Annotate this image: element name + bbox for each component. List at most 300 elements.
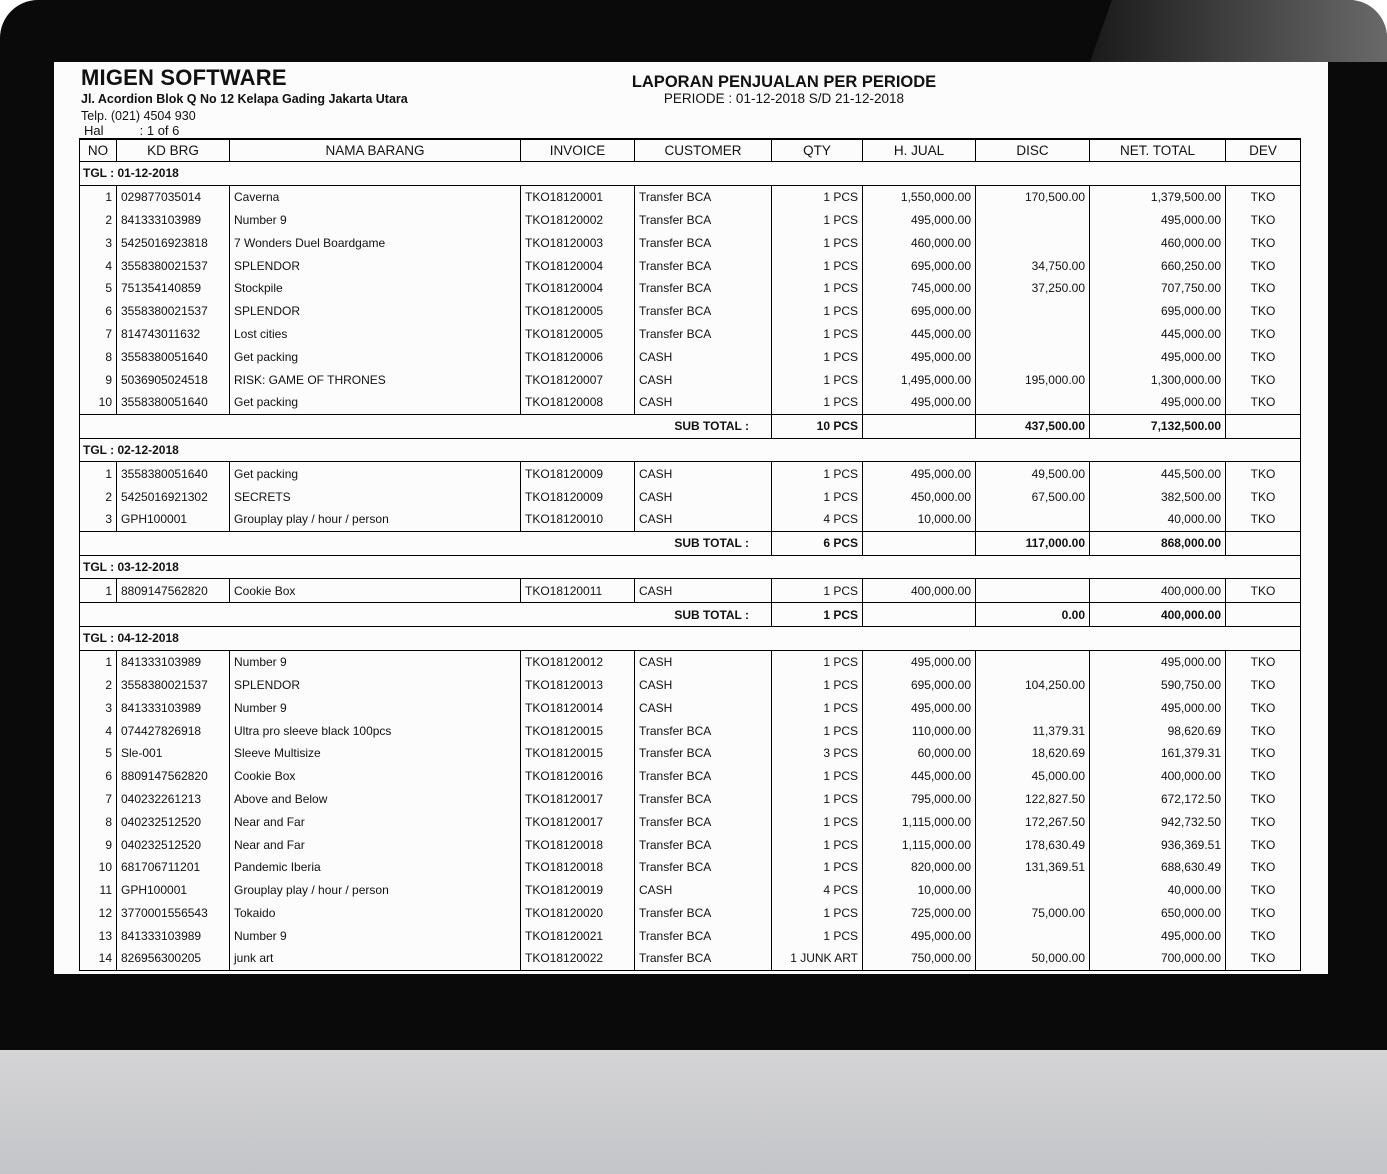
cell-invoice: TKO18120007 [521, 368, 635, 391]
cell-h-jual: 750,000.00 [863, 947, 976, 970]
cell-dev: TKO [1226, 323, 1301, 346]
cell-h-jual: 495,000.00 [863, 696, 976, 719]
cell-net-total: 382,500.00 [1090, 485, 1226, 508]
cell-disc [976, 508, 1090, 531]
table-row [80, 231, 1301, 254]
cell-h-jual: 495,000.00 [863, 924, 976, 947]
cell-dev: TKO [1226, 185, 1301, 208]
subtotal-net: 7,132,500.00 [1090, 414, 1226, 438]
cell-invoice: TKO18120009 [521, 462, 635, 485]
cell-disc: 67,500.00 [976, 485, 1090, 508]
cell-qty: 1 PCS [772, 788, 863, 811]
subtotal-qty: 6 PCS [772, 531, 863, 555]
cell-kd-brg: 841333103989 [117, 650, 230, 673]
cell-net-total: 98,620.69 [1090, 719, 1226, 742]
cell-kd-brg: 841333103989 [117, 696, 230, 719]
cell-no: 3 [80, 231, 117, 254]
cell-h-jual: 400,000.00 [863, 579, 976, 603]
table-row [80, 368, 1301, 391]
cell-h-jual: 1,115,000.00 [863, 833, 976, 856]
cell-dev: TKO [1226, 231, 1301, 254]
cell-no: 11 [80, 879, 117, 902]
cell-qty: 1 PCS [772, 719, 863, 742]
table-row [80, 209, 1301, 232]
cell-qty: 1 PCS [772, 833, 863, 856]
cell-invoice: TKO18120020 [521, 902, 635, 925]
cell-customer: CASH [635, 696, 772, 719]
cell-customer: CASH [635, 650, 772, 673]
cell-no: 10 [80, 391, 117, 414]
col-header-disc: DISC [976, 139, 1090, 162]
cell-customer: Transfer BCA [635, 947, 772, 970]
table-row [80, 742, 1301, 765]
table-row [80, 902, 1301, 925]
cell-invoice: TKO18120002 [521, 209, 635, 232]
cell-customer: Transfer BCA [635, 209, 772, 232]
cell-disc [976, 650, 1090, 673]
cell-dev: TKO [1226, 765, 1301, 788]
cell-net-total: 161,379.31 [1090, 742, 1226, 765]
subtotal-qty: 10 PCS [772, 414, 863, 438]
cell-h-jual: 10,000.00 [863, 879, 976, 902]
cell-net-total: 460,000.00 [1090, 231, 1226, 254]
cell-h-jual: 695,000.00 [863, 300, 976, 323]
table-row [80, 254, 1301, 277]
cell-qty: 1 PCS [772, 485, 863, 508]
cell-no: 6 [80, 765, 117, 788]
cell-qty: 1 PCS [772, 810, 863, 833]
cell-dev: TKO [1226, 485, 1301, 508]
company-address: Jl. Acordion Blok Q No 12 Kelapa Gading Jakarta Utara [81, 92, 408, 106]
cell-net-total: 40,000.00 [1090, 508, 1226, 531]
cell-no: 10 [80, 856, 117, 879]
table-row [80, 508, 1301, 531]
cell-customer: Transfer BCA [635, 742, 772, 765]
cell-qty: 1 PCS [772, 765, 863, 788]
cell-h-jual: 445,000.00 [863, 323, 976, 346]
cell-dev: TKO [1226, 650, 1301, 673]
table-row [80, 924, 1301, 947]
cell-kd-brg: 5425016923818 [117, 231, 230, 254]
cell-qty: 1 PCS [772, 391, 863, 414]
cell-qty: 1 PCS [772, 462, 863, 485]
cell-qty: 1 PCS [772, 345, 863, 368]
cell-qty: 1 PCS [772, 323, 863, 346]
cell-customer: CASH [635, 368, 772, 391]
cell-h-jual: 445,000.00 [863, 765, 976, 788]
cell-invoice: TKO18120017 [521, 810, 635, 833]
col-header-nama-barang: NAMA BARANG [230, 139, 521, 162]
cell-dev: TKO [1226, 345, 1301, 368]
table-row [80, 579, 1301, 603]
cell-no: 3 [80, 696, 117, 719]
cell-invoice: TKO18120015 [521, 742, 635, 765]
cell-dev: TKO [1226, 391, 1301, 414]
table-row [80, 485, 1301, 508]
cell-dev: TKO [1226, 947, 1301, 970]
cell-kd-brg: 3558380021537 [117, 300, 230, 323]
cell-customer: CASH [635, 674, 772, 697]
date-group-row [80, 555, 1301, 579]
cell-qty: 1 PCS [772, 856, 863, 879]
table-row [80, 696, 1301, 719]
cell-dev: TKO [1226, 300, 1301, 323]
cell-nama-barang: Tokaido [230, 902, 521, 925]
cell-disc: 18,620.69 [976, 742, 1090, 765]
cell-customer: CASH [635, 508, 772, 531]
cell-kd-brg: 814743011632 [117, 323, 230, 346]
cell-customer: CASH [635, 879, 772, 902]
cell-nama-barang: Lost cities [230, 323, 521, 346]
cell-h-jual: 495,000.00 [863, 462, 976, 485]
cell-h-jual: 745,000.00 [863, 277, 976, 300]
subtotal-row [80, 414, 1301, 438]
cell-no: 14 [80, 947, 117, 970]
hal-value: : 1 of 6 [139, 123, 180, 138]
cell-invoice: TKO18120009 [521, 485, 635, 508]
cell-invoice: TKO18120006 [521, 345, 635, 368]
cell-h-jual: 795,000.00 [863, 788, 976, 811]
cell-h-jual: 495,000.00 [863, 650, 976, 673]
cell-invoice: TKO18120018 [521, 856, 635, 879]
cell-nama-barang: Caverna [230, 185, 521, 208]
cell-invoice: TKO18120022 [521, 947, 635, 970]
cell-nama-barang: Stockpile [230, 277, 521, 300]
cell-invoice: TKO18120001 [521, 185, 635, 208]
cell-disc: 75,000.00 [976, 902, 1090, 925]
cell-customer: CASH [635, 485, 772, 508]
cell-net-total: 1,300,000.00 [1090, 368, 1226, 391]
date-group-row [80, 438, 1301, 462]
cell-customer: Transfer BCA [635, 300, 772, 323]
cell-kd-brg: 3558380051640 [117, 391, 230, 414]
cell-customer: Transfer BCA [635, 277, 772, 300]
company-telp: Telp. (021) 4504 930 [81, 109, 196, 123]
cell-h-jual: 450,000.00 [863, 485, 976, 508]
subtotal-disc: 117,000.00 [976, 531, 1090, 555]
cell-qty: 1 PCS [772, 277, 863, 300]
table-body [80, 162, 1301, 971]
cell-disc: 104,250.00 [976, 674, 1090, 697]
cell-disc: 49,500.00 [976, 462, 1090, 485]
cell-disc [976, 323, 1090, 346]
col-header-invoice: INVOICE [521, 139, 635, 162]
subtotal-net: 400,000.00 [1090, 603, 1226, 627]
cell-kd-brg: 3558380021537 [117, 254, 230, 277]
cell-customer: Transfer BCA [635, 719, 772, 742]
report-page [54, 62, 1328, 974]
table-row [80, 719, 1301, 742]
table-row [80, 788, 1301, 811]
cell-h-jual: 695,000.00 [863, 254, 976, 277]
cell-dev: TKO [1226, 742, 1301, 765]
table-header [80, 139, 1301, 162]
monitor-chin [0, 1050, 1387, 1174]
cell-dev: TKO [1226, 856, 1301, 879]
cell-h-jual: 495,000.00 [863, 209, 976, 232]
subtotal-spacer [863, 603, 976, 627]
cell-no: 4 [80, 719, 117, 742]
subtotal-spacer [1226, 414, 1301, 438]
cell-qty: 1 PCS [772, 924, 863, 947]
hal-label: Hal [84, 123, 104, 138]
col-header-customer: CUSTOMER [635, 139, 772, 162]
col-header-h-jual: H. JUAL [863, 139, 976, 162]
table-row [80, 277, 1301, 300]
cell-invoice: TKO18120014 [521, 696, 635, 719]
cell-kd-brg: 3558380051640 [117, 462, 230, 485]
cell-nama-barang: SPLENDOR [230, 674, 521, 697]
date-group-row [80, 626, 1301, 650]
cell-dev: TKO [1226, 508, 1301, 531]
table-row [80, 345, 1301, 368]
cell-kd-brg: 074427826918 [117, 719, 230, 742]
cell-kd-brg: 681706711201 [117, 856, 230, 879]
cell-no: 4 [80, 254, 117, 277]
cell-net-total: 400,000.00 [1090, 579, 1226, 603]
cell-kd-brg: 3558380021537 [117, 674, 230, 697]
subtotal-disc: 437,500.00 [976, 414, 1090, 438]
cell-net-total: 445,500.00 [1090, 462, 1226, 485]
cell-invoice: TKO18120018 [521, 833, 635, 856]
cell-qty: 1 PCS [772, 902, 863, 925]
col-header-qty: QTY [772, 139, 863, 162]
cell-customer: CASH [635, 462, 772, 485]
table-row [80, 391, 1301, 414]
cell-disc [976, 879, 1090, 902]
cell-invoice: TKO18120015 [521, 719, 635, 742]
subtotal-net: 868,000.00 [1090, 531, 1226, 555]
cell-invoice: TKO18120013 [521, 674, 635, 697]
cell-disc [976, 209, 1090, 232]
cell-qty: 1 JUNK ART [772, 947, 863, 970]
table-row [80, 833, 1301, 856]
cell-dev: TKO [1226, 277, 1301, 300]
cell-customer: Transfer BCA [635, 185, 772, 208]
cell-disc: 122,827.50 [976, 788, 1090, 811]
cell-h-jual: 110,000.00 [863, 719, 976, 742]
cell-h-jual: 820,000.00 [863, 856, 976, 879]
cell-nama-barang: Grouplay play / hour / person [230, 879, 521, 902]
table-row [80, 765, 1301, 788]
cell-kd-brg: 5036905024518 [117, 368, 230, 391]
cell-h-jual: 495,000.00 [863, 391, 976, 414]
subtotal-label: SUB TOTAL : [80, 531, 772, 555]
cell-disc [976, 300, 1090, 323]
cell-qty: 1 PCS [772, 209, 863, 232]
cell-disc: 11,379.31 [976, 719, 1090, 742]
cell-qty: 1 PCS [772, 231, 863, 254]
cell-nama-barang: Cookie Box [230, 765, 521, 788]
cell-disc: 170,500.00 [976, 185, 1090, 208]
cell-disc: 172,267.50 [976, 810, 1090, 833]
cell-no: 2 [80, 485, 117, 508]
cell-no: 12 [80, 902, 117, 925]
cell-kd-brg: 826956300205 [117, 947, 230, 970]
cell-disc: 131,369.51 [976, 856, 1090, 879]
cell-invoice: TKO18120016 [521, 765, 635, 788]
cell-h-jual: 1,115,000.00 [863, 810, 976, 833]
cell-dev: TKO [1226, 924, 1301, 947]
cell-disc: 37,250.00 [976, 277, 1090, 300]
cell-nama-barang: Cookie Box [230, 579, 521, 603]
report-title: LAPORAN PENJUALAN PER PERIODE [631, 73, 937, 91]
subtotal-spacer [863, 414, 976, 438]
cell-net-total: 495,000.00 [1090, 924, 1226, 947]
col-header-no: NO [80, 139, 117, 162]
sales-table [79, 138, 1301, 971]
cell-disc [976, 345, 1090, 368]
cell-no: 8 [80, 810, 117, 833]
cell-invoice: TKO18120003 [521, 231, 635, 254]
cell-disc [976, 924, 1090, 947]
cell-no: 9 [80, 833, 117, 856]
cell-h-jual: 695,000.00 [863, 674, 976, 697]
table-row [80, 185, 1301, 208]
cell-no: 7 [80, 788, 117, 811]
subtotal-disc: 0.00 [976, 603, 1090, 627]
cell-net-total: 495,000.00 [1090, 209, 1226, 232]
cell-no: 1 [80, 579, 117, 603]
cell-invoice: TKO18120005 [521, 323, 635, 346]
cell-customer: Transfer BCA [635, 833, 772, 856]
cell-kd-brg: GPH100001 [117, 508, 230, 531]
cell-no: 2 [80, 209, 117, 232]
cell-no: 5 [80, 742, 117, 765]
cell-nama-barang: RISK: GAME OF THRONES [230, 368, 521, 391]
cell-net-total: 1,379,500.00 [1090, 185, 1226, 208]
cell-customer: Transfer BCA [635, 810, 772, 833]
table-row [80, 650, 1301, 673]
cell-kd-brg: 040232512520 [117, 810, 230, 833]
cell-qty: 4 PCS [772, 508, 863, 531]
cell-qty: 1 PCS [772, 185, 863, 208]
cell-customer: CASH [635, 579, 772, 603]
col-header-net-total: NET. TOTAL [1090, 139, 1226, 162]
cell-invoice: TKO18120008 [521, 391, 635, 414]
cell-nama-barang: junk art [230, 947, 521, 970]
date-group-label: TGL : 03-12-2018 [80, 555, 1301, 579]
cell-qty: 1 PCS [772, 674, 863, 697]
subtotal-label: SUB TOTAL : [80, 414, 772, 438]
cell-qty: 1 PCS [772, 300, 863, 323]
cell-nama-barang: Near and Far [230, 833, 521, 856]
cell-kd-brg: 841333103989 [117, 924, 230, 947]
table-row [80, 300, 1301, 323]
col-header-kd-brg: KD BRG [117, 139, 230, 162]
cell-h-jual: 1,550,000.00 [863, 185, 976, 208]
subtotal-label: SUB TOTAL : [80, 603, 772, 627]
cell-dev: TKO [1226, 902, 1301, 925]
cell-no: 5 [80, 277, 117, 300]
cell-net-total: 590,750.00 [1090, 674, 1226, 697]
cell-no: 9 [80, 368, 117, 391]
cell-no: 6 [80, 300, 117, 323]
cell-customer: Transfer BCA [635, 231, 772, 254]
cell-dev: TKO [1226, 696, 1301, 719]
cell-h-jual: 1,495,000.00 [863, 368, 976, 391]
cell-net-total: 495,000.00 [1090, 391, 1226, 414]
cell-kd-brg: 751354140859 [117, 277, 230, 300]
cell-invoice: TKO18120005 [521, 300, 635, 323]
cell-customer: Transfer BCA [635, 902, 772, 925]
cell-nama-barang: Number 9 [230, 696, 521, 719]
cell-disc: 50,000.00 [976, 947, 1090, 970]
cell-kd-brg: 040232512520 [117, 833, 230, 856]
cell-disc [976, 231, 1090, 254]
cell-h-jual: 60,000.00 [863, 742, 976, 765]
cell-customer: CASH [635, 345, 772, 368]
cell-dev: TKO [1226, 833, 1301, 856]
cell-net-total: 495,000.00 [1090, 650, 1226, 673]
cell-kd-brg: 040232261213 [117, 788, 230, 811]
cell-qty: 1 PCS [772, 368, 863, 391]
cell-kd-brg: 029877035014 [117, 185, 230, 208]
cell-net-total: 936,369.51 [1090, 833, 1226, 856]
cell-qty: 4 PCS [772, 879, 863, 902]
cell-no: 3 [80, 508, 117, 531]
page-indicator [84, 123, 179, 138]
cell-invoice: TKO18120004 [521, 277, 635, 300]
table-row [80, 856, 1301, 879]
cell-nama-barang: Get packing [230, 391, 521, 414]
bezel-glare [1090, 0, 1387, 62]
table-row [80, 462, 1301, 485]
cell-no: 1 [80, 462, 117, 485]
cell-dev: TKO [1226, 254, 1301, 277]
cell-net-total: 495,000.00 [1090, 696, 1226, 719]
subtotal-qty: 1 PCS [772, 603, 863, 627]
cell-kd-brg: 841333103989 [117, 209, 230, 232]
cell-kd-brg: 8809147562820 [117, 765, 230, 788]
col-header-dev: DEV [1226, 139, 1301, 162]
cell-nama-barang: Number 9 [230, 650, 521, 673]
cell-net-total: 400,000.00 [1090, 765, 1226, 788]
cell-no: 13 [80, 924, 117, 947]
date-group-label: TGL : 02-12-2018 [80, 438, 1301, 462]
subtotal-spacer [1226, 603, 1301, 627]
cell-dev: TKO [1226, 719, 1301, 742]
cell-nama-barang: Grouplay play / hour / person [230, 508, 521, 531]
cell-customer: CASH [635, 391, 772, 414]
cell-dev: TKO [1226, 810, 1301, 833]
cell-net-total: 695,000.00 [1090, 300, 1226, 323]
cell-no: 1 [80, 185, 117, 208]
cell-no: 1 [80, 650, 117, 673]
cell-nama-barang: Pandemic Iberia [230, 856, 521, 879]
cell-dev: TKO [1226, 879, 1301, 902]
cell-net-total: 707,750.00 [1090, 277, 1226, 300]
table-row [80, 810, 1301, 833]
cell-net-total: 445,000.00 [1090, 323, 1226, 346]
cell-h-jual: 460,000.00 [863, 231, 976, 254]
subtotal-spacer [1226, 531, 1301, 555]
cell-customer: Transfer BCA [635, 924, 772, 947]
table-row [80, 674, 1301, 697]
cell-qty: 1 PCS [772, 579, 863, 603]
cell-dev: TKO [1226, 368, 1301, 391]
cell-disc: 45,000.00 [976, 765, 1090, 788]
cell-invoice: TKO18120017 [521, 788, 635, 811]
cell-nama-barang: Number 9 [230, 924, 521, 947]
cell-net-total: 495,000.00 [1090, 345, 1226, 368]
cell-customer: Transfer BCA [635, 765, 772, 788]
cell-disc: 178,630.49 [976, 833, 1090, 856]
table-row [80, 879, 1301, 902]
cell-net-total: 688,630.49 [1090, 856, 1226, 879]
cell-invoice: TKO18120012 [521, 650, 635, 673]
cell-invoice: TKO18120010 [521, 508, 635, 531]
